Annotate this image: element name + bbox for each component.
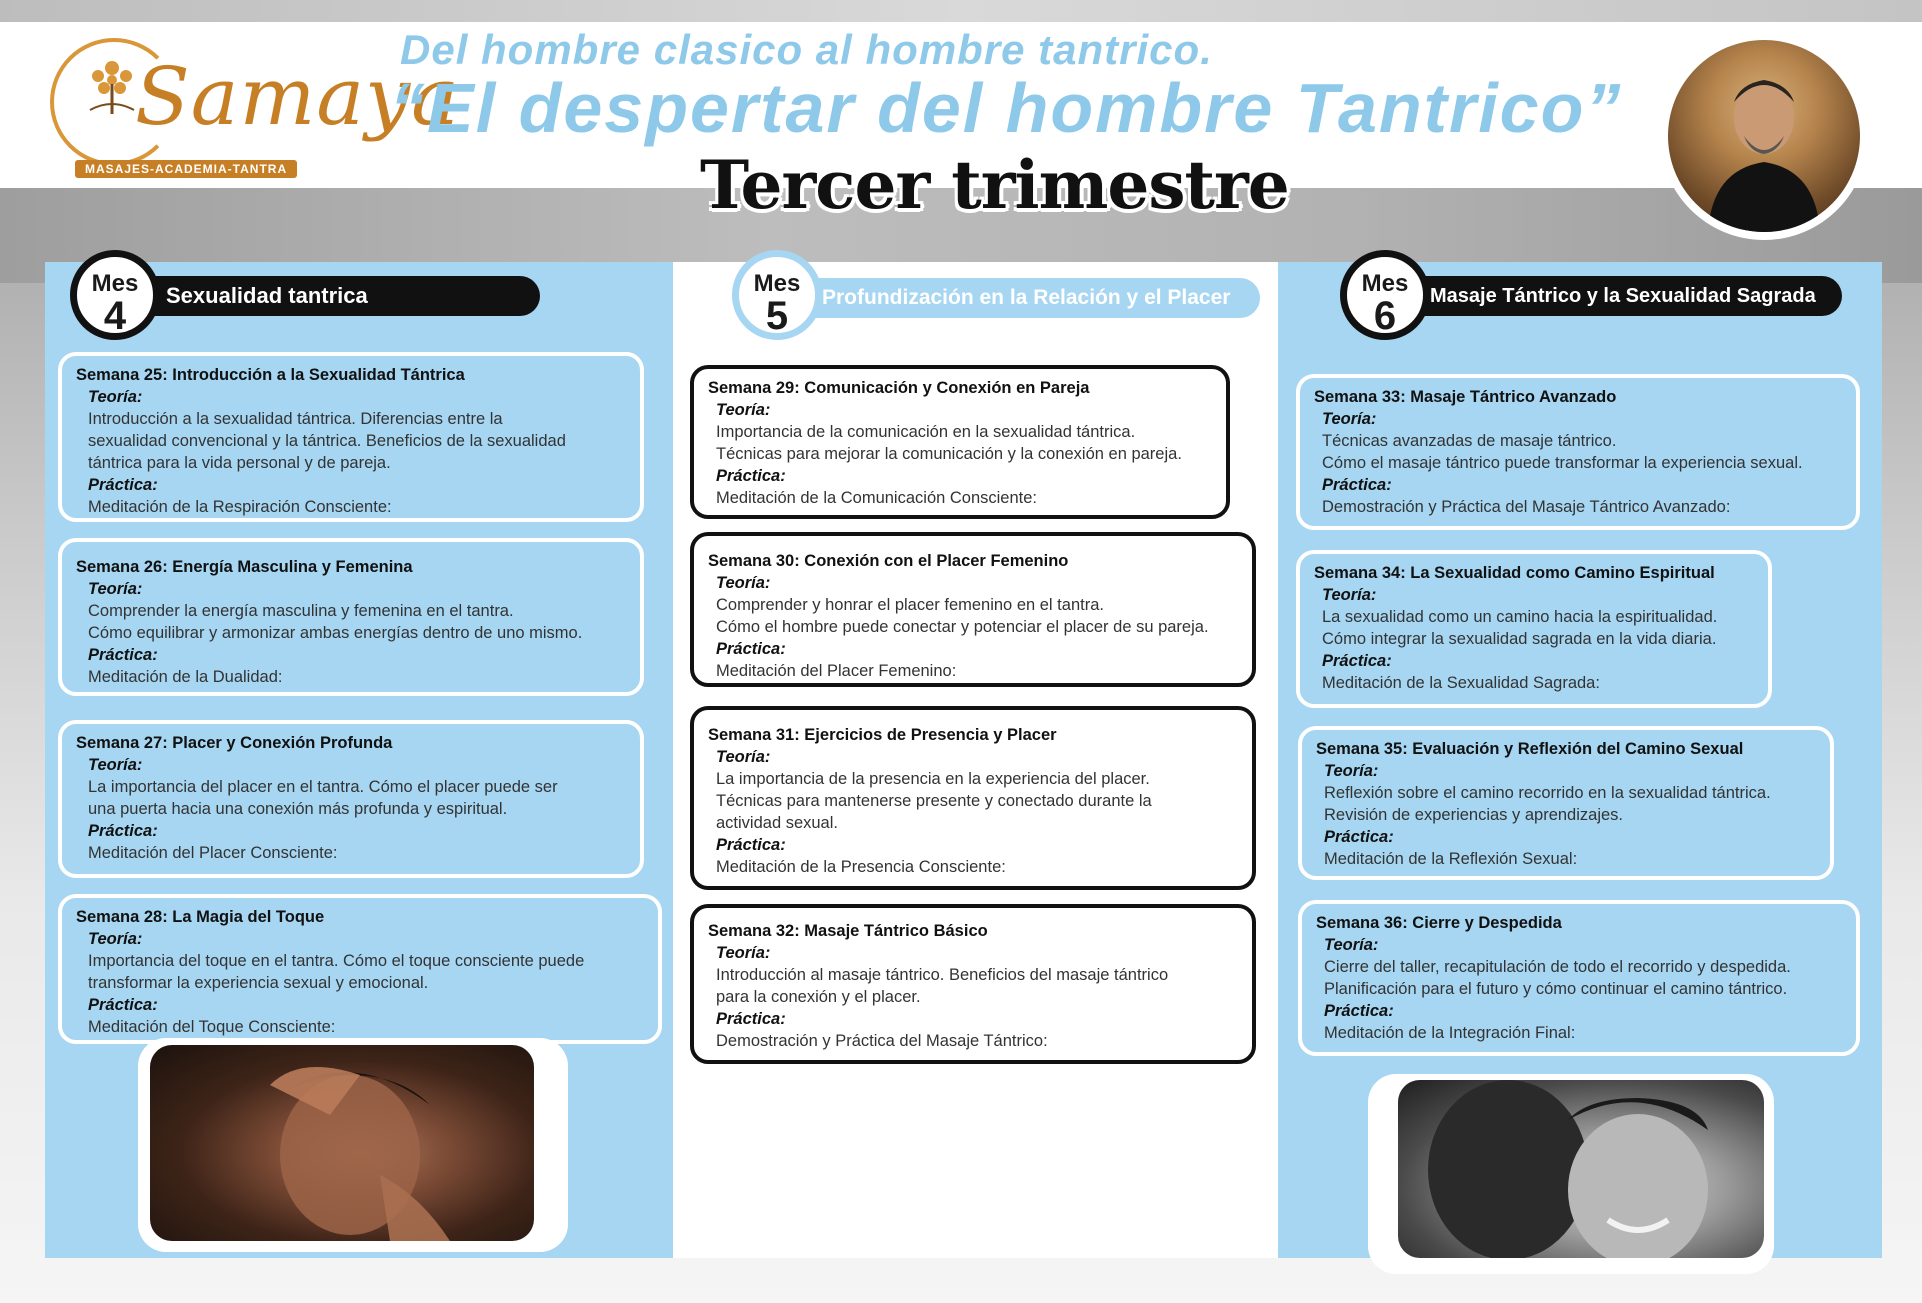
week-25-card (58, 352, 644, 522)
month-4-title: Sexualidad tantrica (140, 276, 540, 316)
week-27-title: Semana 27: Placer y Conexión Profunda (76, 734, 393, 752)
month-5-title: Profundización en la Relación y el Placer (796, 278, 1260, 318)
logo-tagline: MASAJES-ACADEMIA-TANTRA (75, 160, 297, 178)
week-25-practica: Meditación de la Respiración Consciente: (88, 498, 392, 516)
week-26-teoria: Comprender la energía masculina y femenina en el tantra. Cómo equilibrar y armonizar ambas energías dentro de uno mismo. (88, 602, 583, 642)
week-34-title: Semana 34: La Sexualidad como Camino Espiritual (1314, 564, 1715, 582)
instructor-portrait (1660, 32, 1868, 240)
samaya-logo (40, 28, 460, 200)
month-4-badge-word: Mes (91, 270, 139, 297)
month-4-badge-number: 4 (103, 294, 127, 338)
week-34-practica-label: Práctica: (1322, 652, 1392, 670)
month-4-badge (70, 250, 160, 340)
week-31-card (690, 706, 1256, 890)
week-28-card (58, 894, 662, 1044)
week-30-title: Semana 30: Conexión con el Placer Femenino (708, 552, 1069, 570)
subtitle-heading: Del hombre clasico al hombre tantrico. (400, 26, 1213, 73)
week-26-practica-label: Práctica: (88, 646, 158, 664)
week-35-teoria-label: Teoría: (1324, 762, 1379, 780)
week-27-teoria: La importancia del placer en el tantra. Cómo el placer puede ser una puerta hacia una conexión más profunda y espiritual. (88, 778, 558, 818)
week-36-teoria-label: Teoría: (1324, 936, 1379, 954)
week-29-teoria-label: Teoría: (716, 401, 771, 419)
month-5-badge-word: Mes (753, 270, 801, 297)
week-25-teoria-label: Teoría: (88, 388, 143, 406)
week-25-teoria: Introducción a la sexualidad tántrica. Diferencias entre la sexualidad convencional y la tántrica. Beneficios de la sexualidad tántrica para la vida personal y de pareja. (88, 410, 566, 472)
week-33-teoria-label: Teoría: (1322, 410, 1377, 428)
week-30-teoria: Comprender y honrar el placer femenino en el tantra. Cómo el hombre puede conectar y potenciar el placer de su pareja. (716, 596, 1209, 636)
week-32-card (690, 904, 1256, 1064)
week-26-teoria-label: Teoría: (88, 580, 143, 598)
week-32-teoria: Introducción al masaje tántrico. Beneficios del masaje tántrico para la conexión y el placer. (716, 966, 1169, 1006)
week-27-card (58, 720, 644, 878)
logo-wordmark: Samaya (135, 50, 460, 143)
month-6-badge (1340, 250, 1430, 340)
week-27-practica-label: Práctica: (88, 822, 158, 840)
week-25-practica-label: Práctica: (88, 476, 158, 494)
week-25-title: Semana 25: Introducción a la Sexualidad Tántrica (76, 366, 465, 384)
week-32-practica: Demostración y Práctica del Masaje Tántrico: (716, 1032, 1048, 1050)
month-6-badge-number: 6 (1373, 294, 1397, 338)
week-30-teoria-label: Teoría: (716, 574, 771, 592)
week-29-title: Semana 29: Comunicación y Conexión en Pareja (708, 379, 1090, 397)
month-6-photo (1398, 1080, 1764, 1258)
week-29-practica: Meditación de la Comunicación Consciente: (716, 489, 1038, 507)
week-27-practica: Meditación del Placer Consciente: (88, 844, 338, 862)
week-30-card (690, 532, 1256, 687)
week-36-practica: Meditación de la Integración Final: (1324, 1024, 1576, 1042)
week-31-practica-label: Práctica: (716, 836, 786, 854)
top-band (0, 0, 1922, 22)
month-6-title: Masaje Tántrico y la Sexualidad Sagrada (1404, 276, 1842, 316)
month-5-badge-number: 5 (765, 294, 789, 338)
week-35-card (1298, 726, 1834, 880)
week-30-practica: Meditación del Placer Femenino: (716, 662, 957, 680)
week-32-title: Semana 32: Masaje Tántrico Básico (708, 922, 988, 940)
week-33-practica-label: Práctica: (1322, 476, 1392, 494)
trimester-heading: Tercer trimestre (700, 146, 1289, 224)
week-26-card (58, 538, 644, 696)
week-31-teoria: La importancia de la presencia en la experiencia del placer. Técnicas para mantenerse presente y conectado durante la actividad sexual. (716, 770, 1152, 832)
week-28-title: Semana 28: La Magia del Toque (76, 908, 325, 926)
week-36-title: Semana 36: Cierre y Despedida (1316, 914, 1562, 932)
month-4-photo (150, 1045, 534, 1241)
week-30-practica-label: Práctica: (716, 640, 786, 658)
main-heading: “El despertar del hombre Tantrico” (390, 69, 1623, 147)
week-33-title: Semana 33: Masaje Tántrico Avanzado (1314, 388, 1617, 406)
week-28-practica-label: Práctica: (88, 996, 158, 1014)
week-26-practica: Meditación de la Dualidad: (88, 668, 283, 686)
week-36-card (1298, 900, 1860, 1056)
week-36-practica-label: Práctica: (1324, 1002, 1394, 1020)
week-31-teoria-label: Teoría: (716, 748, 771, 766)
month-6-photo-figure (1398, 1080, 1764, 1258)
week-28-practica: Meditación del Toque Consciente: (88, 1018, 336, 1036)
week-28-teoria: Importancia del toque en el tantra. Cómo el toque consciente puede transformar la experiencia sexual y emocional. (88, 952, 585, 992)
week-26-title: Semana 26: Energía Masculina y Femenina (76, 558, 413, 576)
week-31-title: Semana 31: Ejercicios de Presencia y Placer (708, 726, 1057, 744)
portrait-photo (1668, 40, 1860, 232)
week-29-teoria: Importancia de la comunicación en la sexualidad tántrica. Técnicas para mejorar la comunicación y la conexión en pareja. (716, 423, 1182, 463)
week-32-practica-label: Práctica: (716, 1010, 786, 1028)
week-36-teoria: Cierre del taller, recapitulación de todo el recorrido y despedida. Planificación para el futuro y cómo continuar el camino tántrico. (1324, 958, 1791, 998)
week-34-card (1296, 550, 1772, 708)
week-29-card (690, 365, 1230, 519)
week-34-practica: Meditación de la Sexualidad Sagrada: (1322, 674, 1600, 692)
week-33-practica: Demostración y Práctica del Masaje Tántrico Avanzado: (1322, 498, 1731, 516)
week-28-teoria-label: Teoría: (88, 930, 143, 948)
week-34-teoria-label: Teoría: (1322, 586, 1377, 604)
week-35-practica: Meditación de la Reflexión Sexual: (1324, 850, 1578, 868)
week-32-teoria-label: Teoría: (716, 944, 771, 962)
month-6-badge-word: Mes (1361, 270, 1409, 297)
week-33-card (1296, 374, 1860, 530)
week-31-practica: Meditación de la Presencia Consciente: (716, 858, 1006, 876)
month-5-badge (732, 250, 822, 340)
week-35-title: Semana 35: Evaluación y Reflexión del Camino Sexual (1316, 740, 1744, 758)
week-35-teoria: Reflexión sobre el camino recorrido en la sexualidad tántrica. Revisión de experiencias y aprendizajes. (1324, 784, 1771, 824)
portrait-figure (1668, 40, 1860, 232)
week-29-practica-label: Práctica: (716, 467, 786, 485)
month-4-photo-figure (150, 1045, 534, 1241)
week-33-teoria: Técnicas avanzadas de masaje tántrico. Cómo el masaje tántrico puede transformar la experiencia sexual. (1322, 432, 1803, 472)
week-35-practica-label: Práctica: (1324, 828, 1394, 846)
week-27-teoria-label: Teoría: (88, 756, 143, 774)
week-34-teoria: La sexualidad como un camino hacia la espiritualidad. Cómo integrar la sexualidad sagrada en la vida diaria. (1322, 608, 1718, 648)
